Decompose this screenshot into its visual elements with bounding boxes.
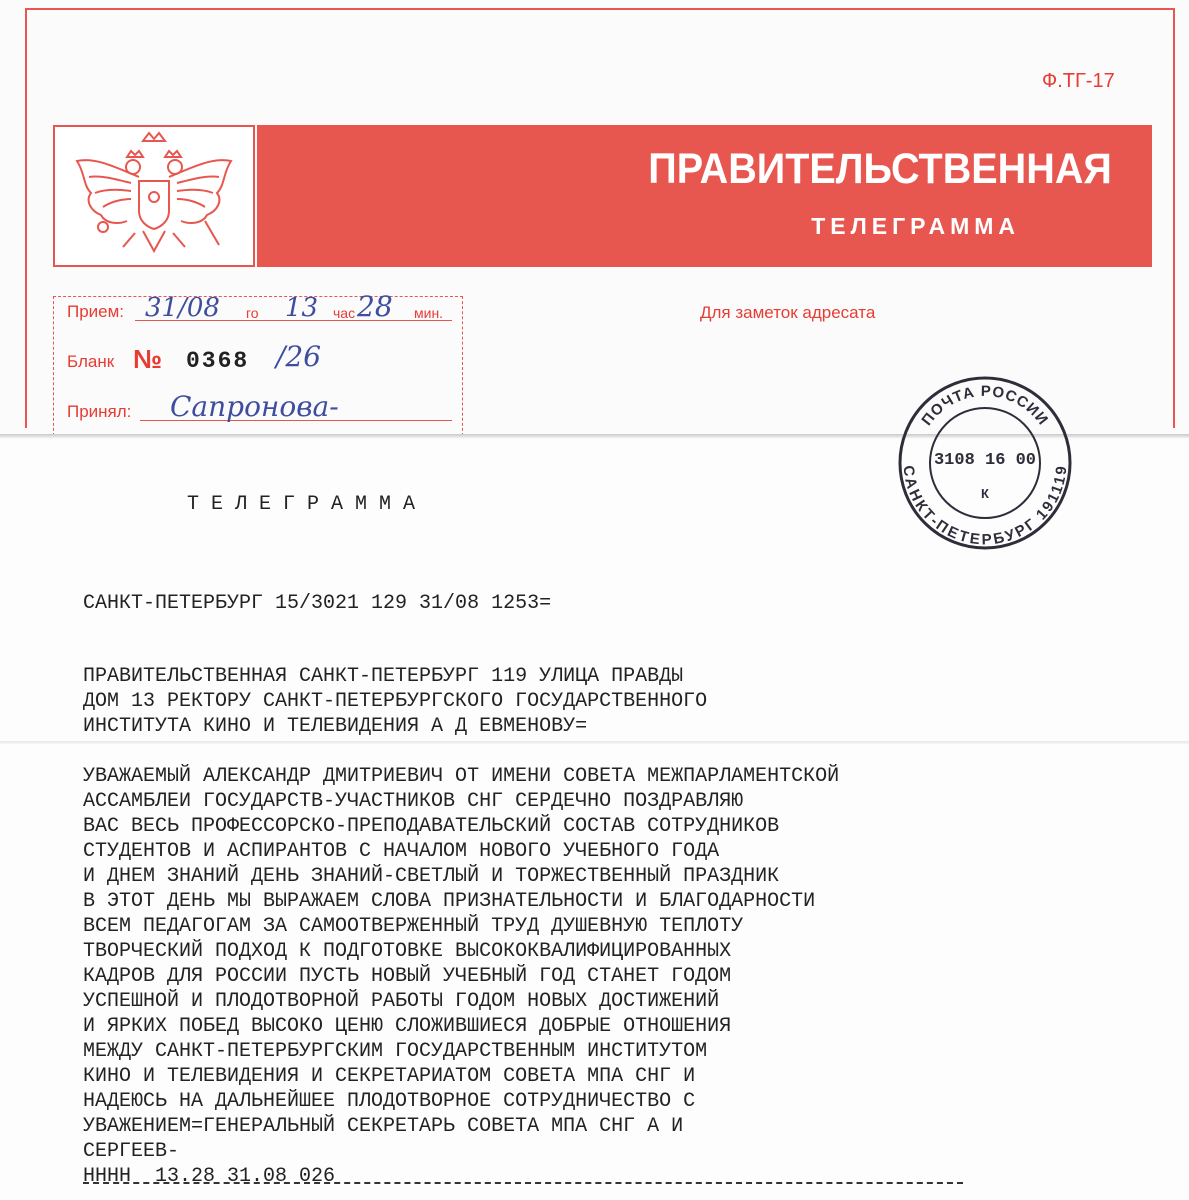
address-line: ПРАВИТЕЛЬСТВЕННАЯ САНКТ-ПЕТЕРБУРГ 119 УЛИЦА ПРАВДЫ bbox=[83, 665, 684, 688]
address-line: ИНСТИТУТА КИНО И ТЕЛЕВИДЕНИЯ А Д ЕВМЕНОВУ= bbox=[83, 715, 588, 738]
telegram-header: САНКТ-ПЕТЕРБУРГ 15/3021 129 31/08 1253= bbox=[83, 592, 552, 615]
form-number: 0368 bbox=[186, 348, 250, 374]
telegram-title: ТЕЛЕГРАММА bbox=[187, 493, 428, 516]
reception-minute: 28 bbox=[357, 290, 393, 323]
reception-minute-unit: мин. bbox=[414, 305, 444, 321]
number-sign: № bbox=[133, 344, 162, 374]
form-number-suffix: /26 bbox=[276, 340, 322, 373]
body-line: И ЯРКИХ ПОБЕД ВЫСОКО ЦЕНЮ СЛОЖИВШИЕСЯ ДОБРЫЕ ОТНОШЕНИЯ bbox=[83, 1015, 732, 1038]
double-headed-eagle-icon bbox=[55, 127, 253, 265]
stamp-letter: К bbox=[981, 486, 989, 501]
accepted-label: Принял: bbox=[67, 402, 132, 421]
body-line: ВСЕМ ПЕДАГОГАМ ЗА САМООТВЕРЖЕННЫЙ ТРУД ДУШЕВНУЮ ТЕПЛОТУ bbox=[83, 915, 744, 938]
notes-for-addressee-label: Для заметок адресата bbox=[700, 303, 876, 322]
svg-text:САНКТ-ПЕТЕРБУРГ 191119 bbox=[899, 465, 1070, 549]
body-line: ТВОРЧЕСКИЙ ПОДХОД К ПОДГОТОВКЕ ВЫСОКОКВАЛИФИЦИРОВАННЫХ bbox=[83, 940, 732, 963]
body-line: СЕРГЕЕВ- bbox=[83, 1140, 180, 1163]
body-line: КАДРОВ ДЛЯ РОССИИ ПУСТЬ НОВЫЙ УЧЕБНЫЙ ГОД СТАНЕТ ГОДОМ bbox=[83, 965, 732, 988]
body-line: УВАЖАЕМЫЙ АЛЕКСАНДР ДМИТРИЕВИЧ ОТ ИМЕНИ СОВЕТА МЕЖПАРЛАМЕНТСКОЙ bbox=[83, 765, 840, 788]
body-line: В ЭТОТ ДЕНЬ МЫ ВЫРАЖАЕМ СЛОВА ПРИЗНАТЕЛЬНОСТИ И БЛАГОДАРНОСТИ bbox=[83, 890, 816, 913]
form-number-label: Бланк bbox=[67, 352, 115, 371]
coat-of-arms-emblem bbox=[53, 125, 255, 267]
stamp-bottom-text: САНКТ-ПЕТЕРБУРГ 191119 bbox=[899, 464, 1071, 549]
banner-subtitle: ТЕЛЕГРАММА bbox=[811, 213, 1020, 239]
reception-hour-unit: час bbox=[333, 305, 356, 321]
stamp-top-text: ПОЧТА РОССИИ bbox=[918, 382, 1052, 429]
operator-signature: Сапронова- bbox=[170, 390, 339, 423]
telegram-footer: НННН 13.28 31.08 026 bbox=[83, 1165, 336, 1188]
body-line: УВАЖЕНИЕМ=ГЕНЕРАЛЬНЫЙ СЕКРЕТАРЬ СОВЕТА МПА СНГ А И bbox=[83, 1115, 684, 1138]
body-line: АССАМБЛЕИ ГОСУДАРСТВ-УЧАСТНИКОВ СНГ СЕРДЕЧНО ПОЗДРАВЛЯЮ bbox=[83, 790, 744, 813]
body-line: УСПЕШНОЙ И ПЛОДОТВОРНОЙ РАБОТЫ ГОДОМ НОВЫХ ДОСТИЖЕНИЙ bbox=[83, 990, 720, 1013]
stamp-date: 3108 16 00 bbox=[933, 451, 1037, 470]
end-dashed-rule bbox=[83, 1182, 963, 1184]
reception-day-unit: го bbox=[246, 305, 259, 321]
svg-text:ПОЧТА РОССИИ bbox=[918, 383, 1051, 429]
paper-fold-line bbox=[0, 741, 1189, 744]
reception-hour: 13 bbox=[285, 293, 319, 323]
body-line: СТУДЕНТОВ И АСПИРАНТОВ С НАЧАЛОМ НОВОГО УЧЕБНОГО ГОДА bbox=[83, 840, 720, 863]
body-line: НАДЕЮСЬ НА ДАЛЬНЕЙШЕЕ ПЛОДОТВОРНОЕ СОТРУДНИЧЕСТВО С bbox=[83, 1090, 696, 1113]
address-line: ДОМ 13 РЕКТОРУ САНКТ-ПЕТЕРБУРГСКОГО ГОСУДАРСТВЕННОГО bbox=[83, 690, 708, 713]
body-line: КИНО И ТЕЛЕВИДЕНИЯ И СЕКРЕТАРИАТОМ СОВЕТА МПА СНГ И bbox=[83, 1065, 696, 1088]
reception-date: 31/08 bbox=[145, 293, 220, 323]
post-office-stamp bbox=[896, 374, 1074, 552]
form-code: Ф.ТГ-17 bbox=[1042, 70, 1115, 92]
body-line: МЕЖДУ САНКТ-ПЕТЕРБУРГСКИМ ГОСУДАРСТВЕННЫМ ИНСТИТУТОМ bbox=[83, 1040, 708, 1063]
government-banner bbox=[257, 125, 1152, 267]
body-line: И ДНЕМ ЗНАНИЙ ДЕНЬ ЗНАНИЙ-СВЕТЛЫЙ И ТОРЖЕСТВЕННЫЙ ПРАЗДНИК bbox=[83, 865, 780, 888]
body-line: ВАС ВЕСЬ ПРОФЕССОРСКО-ПРЕПОДАВАТЕЛЬСКИЙ СОСТАВ СОТРУДНИКОВ bbox=[83, 815, 780, 838]
reception-label: Прием: bbox=[67, 302, 125, 321]
banner-title: ПРАВИТЕЛЬСТВЕННАЯ bbox=[648, 145, 1112, 193]
